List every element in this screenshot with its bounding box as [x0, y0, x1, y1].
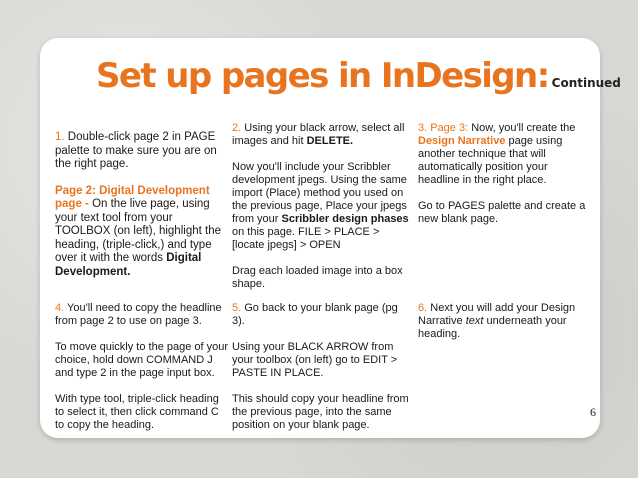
page-2-text [55, 185, 227, 280]
step-6-italic: text [465, 315, 484, 327]
page-number: 6 [590, 405, 596, 419]
step-4-body: You'll need to copy the headline from page 2 to use on page 3. [55, 302, 222, 327]
step-1-body: Double-click page 2 in PAGE palette to make sure you are on the right page. [55, 131, 217, 170]
step-1-column [55, 131, 227, 279]
page-2-bold: Digital Development. [55, 252, 202, 278]
step-5-body: Go back to your blank page (pg 3). [232, 302, 398, 327]
step-3-orange: Design Narrative [418, 135, 506, 147]
step-3-text [418, 122, 590, 187]
step-2-column [232, 122, 410, 291]
step-3-heading: 3. Page 3: [418, 122, 469, 134]
page-2-body: On the live page, using your text tool from your TOOLBOX (on left), highlight the heading, (triple-click,) and type over it with the words [55, 198, 221, 264]
step-4-move-text: To move quickly to the page of your choice, hold down COMMAND J and type 2 in the page input box. [55, 341, 229, 379]
step-5-paste-text: Using your BLACK ARROW from your toolbox (on left) go to EDIT > PASTE IN PLACE. [232, 341, 398, 379]
page-title [96, 56, 621, 102]
step-4-copy-text: With type tool, triple-click heading to select it, then click command C to copy the heading. [55, 393, 219, 431]
step-4-column [55, 302, 229, 432]
title-sub: Continued [551, 76, 621, 90]
step-3-pages-text: Go to PAGES palette and create a new blank page. [418, 200, 586, 225]
step-6-body2: underneath your heading. [418, 315, 567, 340]
step-5-text [232, 302, 410, 328]
step-3-body2: page using another technique that will automatically position your headline in the right place. [418, 135, 563, 186]
step-2-place-bold: Scribbler design phases [281, 213, 409, 225]
step-4-text [55, 302, 229, 328]
step-2-place-text [232, 161, 410, 252]
step-3-column [418, 122, 590, 226]
step-6-text [418, 302, 590, 341]
step-5-result-text: This should copy your headline from the previous page, into the same position on your blank page. [232, 393, 409, 431]
title-main: Set up pages in InDesign: [96, 56, 549, 96]
step-1-text [55, 131, 227, 172]
step-6-number: 6. [418, 302, 428, 314]
step-2-drag-text: Drag each loaded image into a box shape. [232, 265, 403, 290]
step-2-place-body2: on this page. FILE > PLACE > [locate jpegs] > OPEN [232, 226, 380, 251]
step-3-body: Now, you'll create the [468, 122, 576, 134]
step-5-column [232, 302, 410, 432]
step-6-column [418, 302, 590, 341]
step-2-place-body: Now you'll include your Scribbler development jpegs. Using the same import (Place) method you used on the previous page, Place your jpegs from your [232, 161, 407, 225]
step-2-text [232, 122, 410, 148]
step-2-bold: DELETE. [306, 135, 354, 147]
step-5-number: 5. [232, 302, 242, 314]
step-4-number: 4. [55, 302, 65, 314]
step-2-body: Using your black arrow, select all images and hit [232, 122, 405, 147]
step-1-number: 1. [55, 131, 65, 143]
page-2-heading: Page 2: Digital Development page - [55, 184, 210, 210]
step-6-body: Next you will add your Design Narrative [418, 302, 576, 327]
step-2-number: 2. [232, 122, 242, 134]
